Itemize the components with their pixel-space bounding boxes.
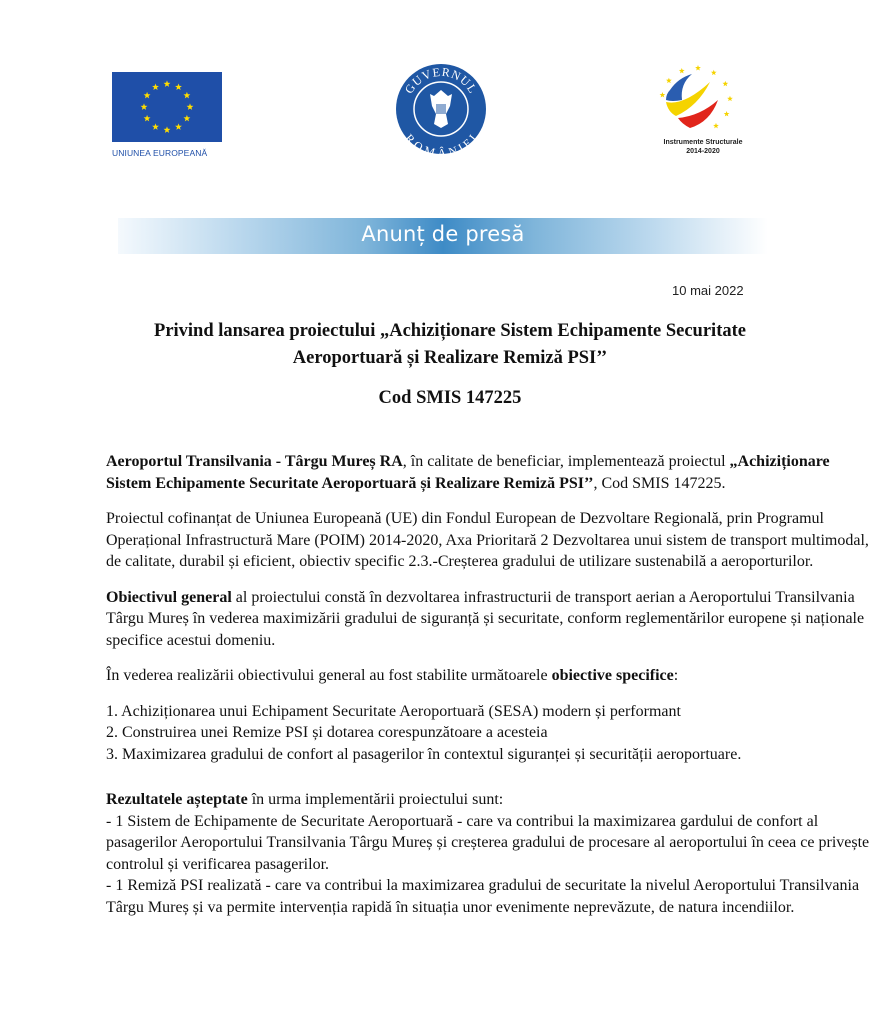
list-item: 2. Construirea unei Remize PSI și dotarea corespunzătoare a acesteia <box>106 724 548 741</box>
structural-instruments-caption <box>648 138 758 156</box>
star-icon <box>666 78 672 83</box>
title-line-1: Privind lansarea proiectului „Achiziționare Sistem Echipamente Securitate <box>154 321 746 341</box>
star-icon <box>713 123 719 128</box>
project-name: „Achiziționare Sistem Echipamente Securitate Aeroportuară și Realizare Remiză PSI’’ <box>106 453 830 492</box>
star-icon <box>164 126 171 133</box>
gov-seal-bottom-text: ROMÂNIEI <box>402 131 481 156</box>
paragraph-funding: Proiectul cofinanțat de Uniunea Europeană (UE) din Fondul European de Dezvoltare Regională, prin Programul Operațional Infrastructură Mare (POIM) 2014-2020, Axa Prioritară 2 Dezvoltarea unui sistem de transport multimodal, de calitate, durabil și eficient, obiectiv specific 2.3.-Creșterea gradului de utilizare sustenabilă a aeroporturilor. <box>106 510 869 570</box>
specific-intro-text: În vederea realizării obiectivului general au fost stabilite următoarele <box>106 667 552 684</box>
star-icon <box>722 81 728 86</box>
is-caption-line2: 2014-2020 <box>686 148 720 155</box>
results-section <box>106 789 876 918</box>
list-item: 3. Maximizarea gradului de confort al pasagerilor în contextul siguranței și securității aeroportuare. <box>106 745 742 763</box>
beneficiary-name: Aeroportul Transilvania - Târgu Mureș RA <box>106 453 403 470</box>
government-seal-icon <box>394 62 488 156</box>
eu-stars-icon <box>112 72 222 142</box>
star-icon <box>175 83 182 90</box>
specific-objectives-label: obiective specifice <box>551 667 674 684</box>
eu-caption: UNIUNEA EUROPEANĂ <box>112 148 208 158</box>
star-icon <box>183 92 190 99</box>
p1-text-2: , Cod SMIS 147225. <box>593 474 726 492</box>
star-icon <box>144 92 151 99</box>
star-icon <box>144 115 151 122</box>
title-line-2: Aeroportuară și Realizare Remiză PSI’’ <box>292 348 608 368</box>
paragraph-beneficiary <box>106 451 876 494</box>
results-intro-text: în urma implementării proiectului sunt: <box>247 791 504 808</box>
list-item: - 1 Remiză PSI realizată - care va contribui la maximizarea gradului de securitate la nivelul Aeroportului Transilvania Târgu Mureș și va permite intervenția rapidă în situația unor evenimente neprevăzute, de natura incendiilor. <box>106 877 860 916</box>
eu-flag-icon <box>112 72 222 142</box>
specific-intro-end: : <box>673 667 679 684</box>
star-icon <box>724 111 730 116</box>
structural-instruments-logo <box>648 60 768 170</box>
results-label: Rezultatele așteptate <box>106 791 248 808</box>
paragraph-specific-objectives-intro <box>106 665 876 687</box>
results-intro <box>106 789 876 811</box>
gov-seal-top-text: GUVERNUL <box>401 64 481 97</box>
general-objective-label: Obiectivul general <box>106 588 232 606</box>
paragraph-general-objective <box>106 587 876 652</box>
star-icon <box>695 65 701 70</box>
general-objective-text: al proiectului constă în dezvoltarea infrastructurii de transport aerian a Aeroportului Transilvania Târgu Mureș în vederea maximizării gradului de siguranță și securitate, conform reglementărilor europene și naționale specifice acestui domeniu. <box>106 588 865 649</box>
government-logo <box>394 62 488 156</box>
star-icon <box>164 80 171 87</box>
star-icon <box>727 96 733 101</box>
document-body <box>106 451 876 932</box>
star-icon <box>152 123 159 130</box>
star-icon <box>183 115 190 122</box>
is-caption-line1: Instrumente Structurale <box>663 139 743 146</box>
list-item: 1. Achiziționarea unui Echipament Securitate Aeroportuară (SESA) modern și performant <box>106 702 681 720</box>
star-icon <box>660 92 666 97</box>
p1-text-1: , în calitate de beneficiar, implementează proiectul <box>402 453 730 470</box>
press-release-banner <box>118 218 768 254</box>
star-icon <box>141 103 148 110</box>
document-title <box>100 318 800 372</box>
banner-title: Anunț de presă <box>361 222 525 246</box>
list-item: - 1 Sistem de Echipamente de Securitate Aeroportuară - care va contribui la maximizarea gardului de confort al pasagerilor Aeroportului Transilvania Târgu Mureș și creșterea gradului de procesare al aeroportului în ceea ce privește controlul și verificarea pasagerilor. <box>106 812 870 873</box>
star-icon <box>711 70 717 75</box>
publication-date: 10 mai 2022 <box>672 283 744 298</box>
objectives-list <box>106 701 876 766</box>
star-icon <box>679 68 685 73</box>
smis-code: Cod SMIS 147225 <box>378 388 522 408</box>
star-icon <box>187 103 194 110</box>
eu-logo <box>112 72 224 162</box>
star-icon <box>152 83 159 90</box>
star-icon <box>175 123 182 130</box>
structural-instruments-icon <box>648 60 758 138</box>
